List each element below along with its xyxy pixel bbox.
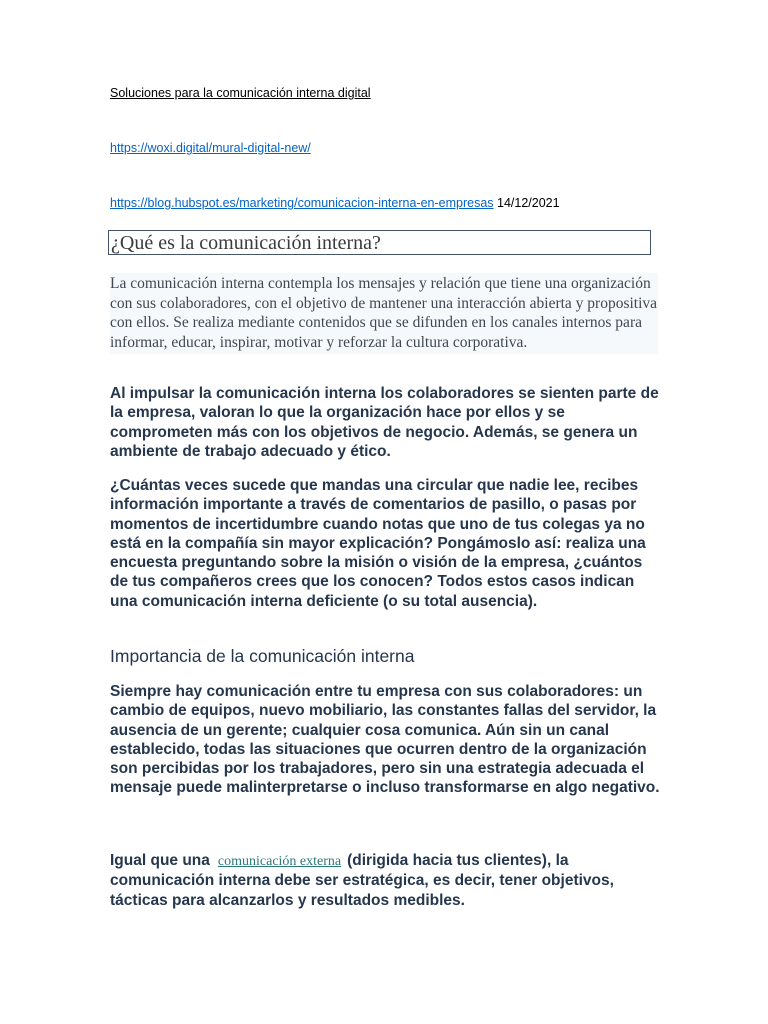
hubspot-url-link[interactable]: https://blog.hubspot.es/marketing/comunicacion-interna-en-empresas [110,196,494,210]
paragraph-strategy [110,851,660,910]
solutions-link[interactable]: Soluciones para la comunicación interna digital [110,86,371,100]
question-title: ¿Qué es la comunicación interna? [108,230,651,255]
external-communication-link[interactable]: comunicación externa [217,854,342,869]
paragraph-strategy-start: Igual que una [110,852,210,869]
section-heading: Importancia de la comunicación interna [110,646,415,666]
hubspot-url-row [110,196,560,210]
access-date: 14/12/2021 [493,196,560,210]
paragraph-questions: ¿Cuántas veces sucede que mandas una circular que nadie lee, recibes información importante a través de comentarios de pasillo, o pasas por momentos de incertidumbre cuando notas que uno de tus colegas ya no está en la compañía sin mayor explicación? Pongámoslo así: realiza una encuesta preguntando sobre la misión o visión de la empresa, ¿cuántos de tus compañeros crees que los conocen? Todos estos casos indican una comunicación interna deficiente (o su total ausencia). [110,477,646,610]
woxi-url-link[interactable]: https://woxi.digital/mural-digital-new/ [110,141,311,155]
intro-paragraph: La comunicación interna contempla los mensajes y relación que tiene una organización con sus colaboradores, con el objetivo de mantener una interacción abierta y propositiva con ellos. Se realiza mediante contenidos que se difunden en los canales internos para informar, educar, inspirar, motivar y reforzar la cultura corporativa. [110,273,658,354]
paragraph-strategy-end: (dirigida hacia tus clientes), la comunicación interna debe ser estratégica, es decir, tener objetivos, tácticas para alcanzarlos y resultados medibles. [110,852,614,909]
paragraph-benefits: Al impulsar la comunicación interna los colaboradores se sienten parte de la empresa, valoran lo que la organización hace por ellos y se comprometen más con los objetivos de negocio. Además, se genera un ambiente de trabajo adecuado y ético. [110,385,659,460]
paragraph-always-communication: Siempre hay comunicación entre tu empresa con sus colaboradores: un cambio de equipos, nuevo mobiliario, las constantes fallas del servidor, la ausencia de un gerente; cualquier cosa comunica. Aún sin un canal establecido, todas las situaciones que ocurren dentro de la organización son percibidas por los trabajadores, pero sin una estrategia adecuada el mensaje puede malinterpretarse o incluso transformarse en algo negativo. [110,683,660,797]
